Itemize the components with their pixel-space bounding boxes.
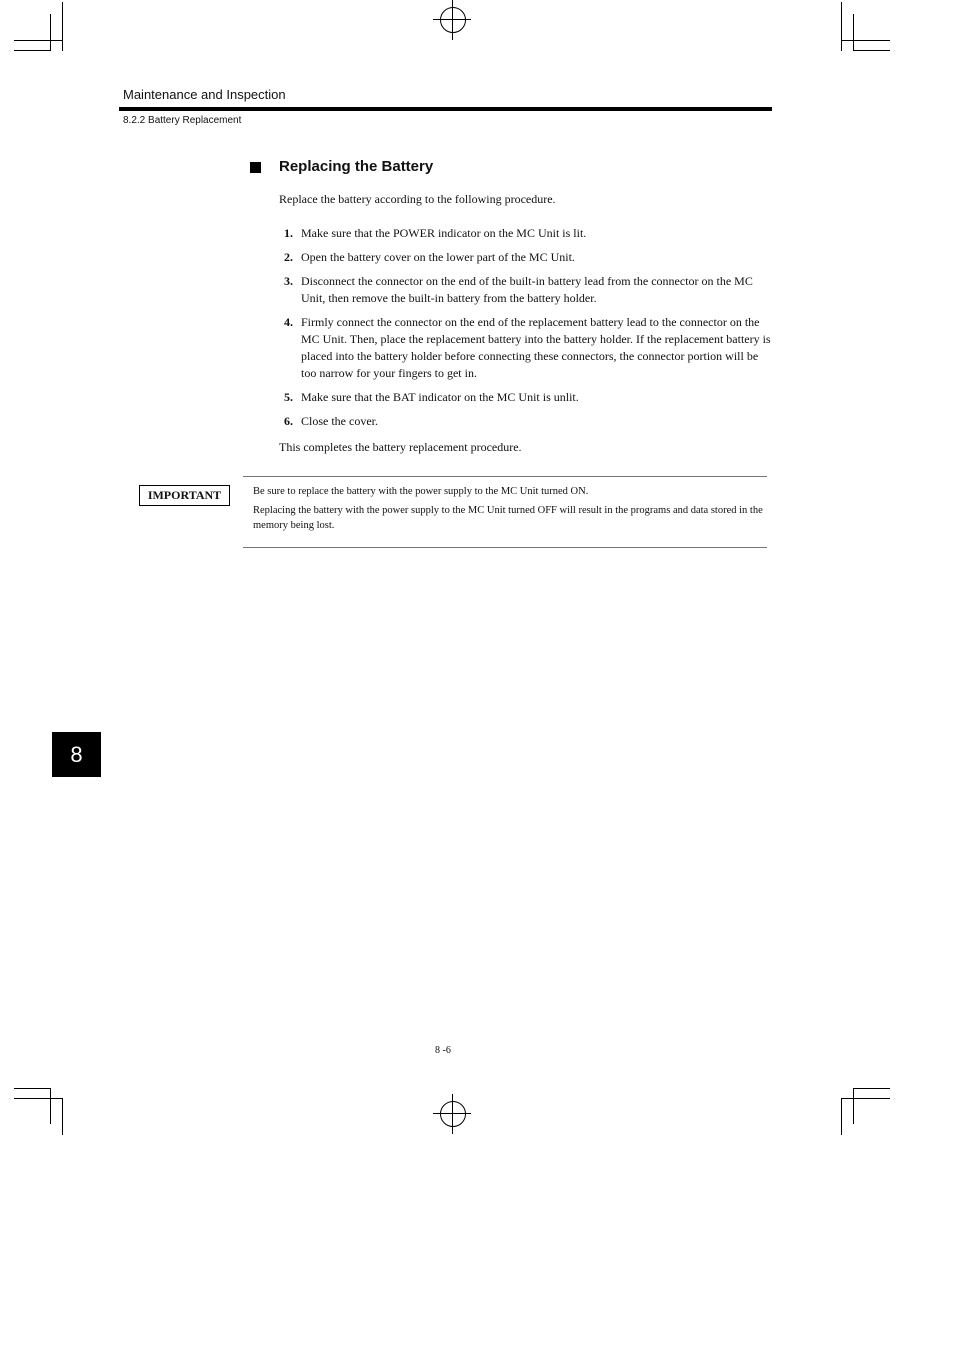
step-text: Close the cover. xyxy=(301,414,378,428)
section-title: Replacing the Battery xyxy=(279,158,434,175)
procedure-step xyxy=(279,249,771,266)
procedure-step xyxy=(279,413,771,430)
procedure-step xyxy=(279,389,771,406)
step-text: Make sure that the POWER indicator on the MC Unit is lit. xyxy=(301,226,587,240)
procedure-step xyxy=(279,273,771,307)
important-rule-top xyxy=(243,476,767,477)
step-number: 6. xyxy=(284,414,293,428)
intro-paragraph: Replace the battery according to the following procedure. xyxy=(279,192,556,206)
step-text: Open the battery cover on the lower part of the MC Unit. xyxy=(301,250,575,264)
important-rule-bottom xyxy=(243,547,767,548)
step-number: 5. xyxy=(284,390,293,404)
step-number: 4. xyxy=(284,315,293,329)
important-line-2: Replacing the battery with the power supply to the MC Unit turned OFF will result in the programs and data stored in the memory being lost. xyxy=(253,505,763,531)
header-rule xyxy=(119,107,772,111)
important-line-1: Be sure to replace the battery with the power supply to the MC Unit turned ON. xyxy=(253,486,589,497)
procedure-step xyxy=(279,314,771,382)
step-text: Firmly connect the connector on the end of the replacement battery lead to the connector on the MC Unit. Then, place the replacement battery into the battery holder. If the replacement battery is placed into the battery holder before connecting these connectors, the connector portion will be too narrow for your fingers to get in. xyxy=(301,315,771,380)
step-number: 2. xyxy=(284,250,293,264)
running-header-subsection: 8.2.2 Battery Replacement xyxy=(123,115,242,126)
running-header-title: Maintenance and Inspection xyxy=(123,87,286,102)
step-number: 1. xyxy=(284,226,293,240)
step-text: Make sure that the BAT indicator on the MC Unit is unlit. xyxy=(301,390,579,404)
step-text: Disconnect the connector on the end of the built-in battery lead from the connector on the MC Unit, then remove the built-in battery from the battery holder. xyxy=(301,274,753,305)
outro-paragraph: This completes the battery replacement procedure. xyxy=(279,440,522,454)
important-badge: IMPORTANT xyxy=(139,485,230,506)
procedure-steps xyxy=(279,225,771,437)
chapter-tab: 8 xyxy=(52,732,101,777)
section-bullet-square xyxy=(250,162,261,173)
procedure-step xyxy=(279,225,771,242)
page-number: 8 -6 xyxy=(435,1045,451,1056)
step-number: 3. xyxy=(284,274,293,288)
